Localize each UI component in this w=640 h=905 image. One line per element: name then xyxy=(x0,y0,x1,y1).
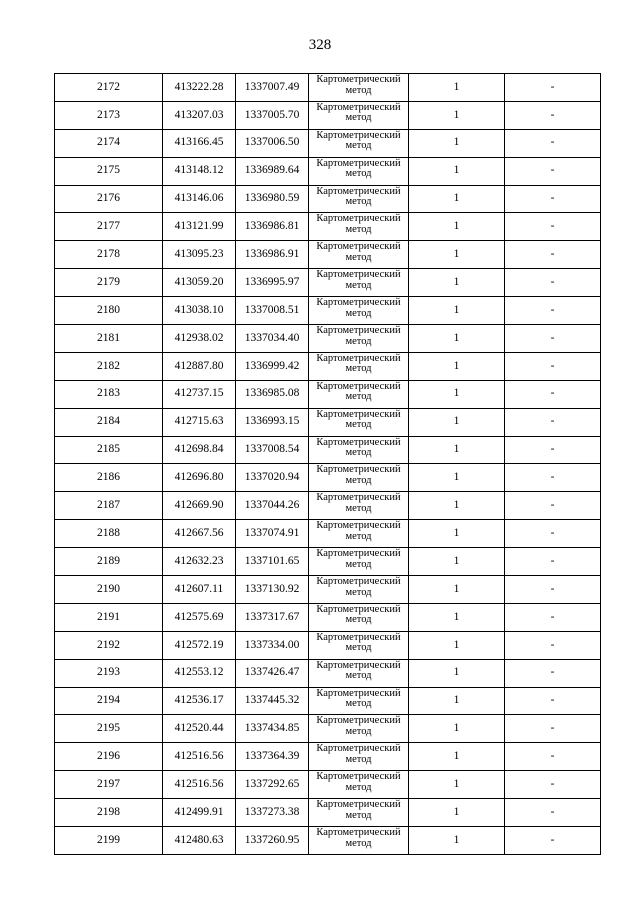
table-row xyxy=(55,185,601,213)
table-row xyxy=(55,464,601,492)
accuracy-cell: 1 xyxy=(409,827,505,855)
method-cell: Картометрический метод xyxy=(309,771,409,799)
y-coordinate-cell: 1337260.95 xyxy=(236,827,309,855)
method-cell: Картометрический метод xyxy=(309,603,409,631)
table-row xyxy=(55,269,601,297)
point-number-cell: 2172 xyxy=(55,74,163,102)
method-cell: Картометрический метод xyxy=(309,827,409,855)
x-coordinate-cell: 413095.23 xyxy=(163,241,236,269)
note-cell: - xyxy=(505,408,601,436)
y-coordinate-cell: 1337007.49 xyxy=(236,74,309,102)
point-number-cell: 2194 xyxy=(55,687,163,715)
point-number-cell: 2177 xyxy=(55,213,163,241)
accuracy-cell: 1 xyxy=(409,352,505,380)
x-coordinate-cell: 412938.02 xyxy=(163,325,236,353)
accuracy-cell: 1 xyxy=(409,157,505,185)
point-number-cell: 2183 xyxy=(55,380,163,408)
point-number-cell: 2198 xyxy=(55,799,163,827)
table-row xyxy=(55,129,601,157)
table-row xyxy=(55,157,601,185)
point-number-cell: 2196 xyxy=(55,743,163,771)
y-coordinate-cell: 1336985.08 xyxy=(236,380,309,408)
x-coordinate-cell: 413222.28 xyxy=(163,74,236,102)
method-cell: Картометрический метод xyxy=(309,492,409,520)
method-cell: Картометрический метод xyxy=(309,436,409,464)
note-cell: - xyxy=(505,325,601,353)
note-cell: - xyxy=(505,520,601,548)
note-cell: - xyxy=(505,464,601,492)
x-coordinate-cell: 413166.45 xyxy=(163,129,236,157)
point-number-cell: 2197 xyxy=(55,771,163,799)
method-cell: Картометрический метод xyxy=(309,325,409,353)
y-coordinate-cell: 1337273.38 xyxy=(236,799,309,827)
point-number-cell: 2173 xyxy=(55,101,163,129)
x-coordinate-cell: 413059.20 xyxy=(163,269,236,297)
note-cell: - xyxy=(505,297,601,325)
note-cell: - xyxy=(505,715,601,743)
x-coordinate-cell: 412696.80 xyxy=(163,464,236,492)
x-coordinate-cell: 412499.91 xyxy=(163,799,236,827)
method-cell: Картометрический метод xyxy=(309,129,409,157)
x-coordinate-cell: 412553.12 xyxy=(163,659,236,687)
table-row xyxy=(55,827,601,855)
x-coordinate-cell: 412520.44 xyxy=(163,715,236,743)
table-row xyxy=(55,631,601,659)
x-coordinate-cell: 412516.56 xyxy=(163,743,236,771)
table-row xyxy=(55,576,601,604)
y-coordinate-cell: 1337434.85 xyxy=(236,715,309,743)
accuracy-cell: 1 xyxy=(409,297,505,325)
point-number-cell: 2187 xyxy=(55,492,163,520)
accuracy-cell: 1 xyxy=(409,492,505,520)
y-coordinate-cell: 1336986.91 xyxy=(236,241,309,269)
note-cell: - xyxy=(505,659,601,687)
note-cell: - xyxy=(505,241,601,269)
method-cell: Картометрический метод xyxy=(309,241,409,269)
point-number-cell: 2185 xyxy=(55,436,163,464)
point-number-cell: 2178 xyxy=(55,241,163,269)
point-number-cell: 2199 xyxy=(55,827,163,855)
x-coordinate-cell: 413146.06 xyxy=(163,185,236,213)
accuracy-cell: 1 xyxy=(409,269,505,297)
y-coordinate-cell: 1337020.94 xyxy=(236,464,309,492)
note-cell: - xyxy=(505,436,601,464)
page-number: 328 xyxy=(308,37,332,53)
table-row xyxy=(55,743,601,771)
table-row xyxy=(55,101,601,129)
note-cell: - xyxy=(505,352,601,380)
table-row xyxy=(55,241,601,269)
accuracy-cell: 1 xyxy=(409,241,505,269)
note-cell: - xyxy=(505,185,601,213)
point-number-cell: 2193 xyxy=(55,659,163,687)
note-cell: - xyxy=(505,492,601,520)
y-coordinate-cell: 1336989.64 xyxy=(236,157,309,185)
method-cell: Картометрический метод xyxy=(309,74,409,102)
table-row xyxy=(55,325,601,353)
accuracy-cell: 1 xyxy=(409,464,505,492)
point-number-cell: 2174 xyxy=(55,129,163,157)
method-cell: Картометрический метод xyxy=(309,659,409,687)
point-number-cell: 2179 xyxy=(55,269,163,297)
method-cell: Картометрический метод xyxy=(309,743,409,771)
point-number-cell: 2181 xyxy=(55,325,163,353)
coordinates-table-body xyxy=(55,74,601,855)
accuracy-cell: 1 xyxy=(409,129,505,157)
table-row xyxy=(55,548,601,576)
point-number-cell: 2189 xyxy=(55,548,163,576)
x-coordinate-cell: 412607.11 xyxy=(163,576,236,604)
method-cell: Картометрический метод xyxy=(309,799,409,827)
x-coordinate-cell: 412572.19 xyxy=(163,631,236,659)
x-coordinate-cell: 412575.69 xyxy=(163,603,236,631)
method-cell: Картометрический метод xyxy=(309,185,409,213)
note-cell: - xyxy=(505,687,601,715)
y-coordinate-cell: 1337317.67 xyxy=(236,603,309,631)
accuracy-cell: 1 xyxy=(409,408,505,436)
accuracy-cell: 1 xyxy=(409,743,505,771)
y-coordinate-cell: 1337364.39 xyxy=(236,743,309,771)
method-cell: Картометрический метод xyxy=(309,576,409,604)
point-number-cell: 2180 xyxy=(55,297,163,325)
y-coordinate-cell: 1337445.32 xyxy=(236,687,309,715)
y-coordinate-cell: 1336999.42 xyxy=(236,352,309,380)
method-cell: Картометрический метод xyxy=(309,687,409,715)
y-coordinate-cell: 1336995.97 xyxy=(236,269,309,297)
table-row xyxy=(55,436,601,464)
table-row xyxy=(55,492,601,520)
y-coordinate-cell: 1337006.50 xyxy=(236,129,309,157)
point-number-cell: 2186 xyxy=(55,464,163,492)
y-coordinate-cell: 1337292.65 xyxy=(236,771,309,799)
y-coordinate-cell: 1337074.91 xyxy=(236,520,309,548)
accuracy-cell: 1 xyxy=(409,185,505,213)
note-cell: - xyxy=(505,576,601,604)
y-coordinate-cell: 1337044.26 xyxy=(236,492,309,520)
x-coordinate-cell: 413207.03 xyxy=(163,101,236,129)
x-coordinate-cell: 412698.84 xyxy=(163,436,236,464)
method-cell: Картометрический метод xyxy=(309,352,409,380)
accuracy-cell: 1 xyxy=(409,101,505,129)
table-row xyxy=(55,603,601,631)
note-cell: - xyxy=(505,213,601,241)
accuracy-cell: 1 xyxy=(409,325,505,353)
x-coordinate-cell: 413148.12 xyxy=(163,157,236,185)
y-coordinate-cell: 1337101.65 xyxy=(236,548,309,576)
note-cell: - xyxy=(505,631,601,659)
point-number-cell: 2184 xyxy=(55,408,163,436)
note-cell: - xyxy=(505,827,601,855)
method-cell: Картометрический метод xyxy=(309,548,409,576)
y-coordinate-cell: 1337426.47 xyxy=(236,659,309,687)
table-row xyxy=(55,408,601,436)
accuracy-cell: 1 xyxy=(409,715,505,743)
method-cell: Картометрический метод xyxy=(309,408,409,436)
table-row xyxy=(55,297,601,325)
table-row xyxy=(55,659,601,687)
y-coordinate-cell: 1337008.54 xyxy=(236,436,309,464)
y-coordinate-cell: 1336980.59 xyxy=(236,185,309,213)
note-cell: - xyxy=(505,799,601,827)
note-cell: - xyxy=(505,380,601,408)
method-cell: Картометрический метод xyxy=(309,715,409,743)
x-coordinate-cell: 412536.17 xyxy=(163,687,236,715)
x-coordinate-cell: 412887.80 xyxy=(163,352,236,380)
table-row xyxy=(55,687,601,715)
accuracy-cell: 1 xyxy=(409,548,505,576)
note-cell: - xyxy=(505,101,601,129)
method-cell: Картометрический метод xyxy=(309,157,409,185)
coordinates-table xyxy=(54,73,601,855)
table-row xyxy=(55,74,601,102)
accuracy-cell: 1 xyxy=(409,687,505,715)
x-coordinate-cell: 412516.56 xyxy=(163,771,236,799)
x-coordinate-cell: 412480.63 xyxy=(163,827,236,855)
accuracy-cell: 1 xyxy=(409,520,505,548)
method-cell: Картометрический метод xyxy=(309,101,409,129)
method-cell: Картометрический метод xyxy=(309,631,409,659)
point-number-cell: 2195 xyxy=(55,715,163,743)
table-row xyxy=(55,213,601,241)
method-cell: Картометрический метод xyxy=(309,464,409,492)
x-coordinate-cell: 412669.90 xyxy=(163,492,236,520)
point-number-cell: 2190 xyxy=(55,576,163,604)
x-coordinate-cell: 413038.10 xyxy=(163,297,236,325)
accuracy-cell: 1 xyxy=(409,213,505,241)
x-coordinate-cell: 412667.56 xyxy=(163,520,236,548)
y-coordinate-cell: 1337008.51 xyxy=(236,297,309,325)
y-coordinate-cell: 1337034.40 xyxy=(236,325,309,353)
accuracy-cell: 1 xyxy=(409,771,505,799)
table-row xyxy=(55,715,601,743)
note-cell: - xyxy=(505,129,601,157)
method-cell: Картометрический метод xyxy=(309,380,409,408)
note-cell: - xyxy=(505,743,601,771)
accuracy-cell: 1 xyxy=(409,74,505,102)
table-row xyxy=(55,352,601,380)
note-cell: - xyxy=(505,269,601,297)
accuracy-cell: 1 xyxy=(409,380,505,408)
method-cell: Картометрический метод xyxy=(309,520,409,548)
y-coordinate-cell: 1337334.00 xyxy=(236,631,309,659)
accuracy-cell: 1 xyxy=(409,436,505,464)
accuracy-cell: 1 xyxy=(409,659,505,687)
note-cell: - xyxy=(505,548,601,576)
y-coordinate-cell: 1336993.15 xyxy=(236,408,309,436)
table-row xyxy=(55,520,601,548)
table-row xyxy=(55,771,601,799)
note-cell: - xyxy=(505,603,601,631)
method-cell: Картометрический метод xyxy=(309,269,409,297)
table-row xyxy=(55,799,601,827)
point-number-cell: 2192 xyxy=(55,631,163,659)
accuracy-cell: 1 xyxy=(409,631,505,659)
x-coordinate-cell: 412715.63 xyxy=(163,408,236,436)
y-coordinate-cell: 1337005.70 xyxy=(236,101,309,129)
x-coordinate-cell: 412632.23 xyxy=(163,548,236,576)
note-cell: - xyxy=(505,771,601,799)
x-coordinate-cell: 413121.99 xyxy=(163,213,236,241)
table-row xyxy=(55,380,601,408)
note-cell: - xyxy=(505,74,601,102)
y-coordinate-cell: 1337130.92 xyxy=(236,576,309,604)
accuracy-cell: 1 xyxy=(409,576,505,604)
note-cell: - xyxy=(505,157,601,185)
point-number-cell: 2191 xyxy=(55,603,163,631)
point-number-cell: 2182 xyxy=(55,352,163,380)
method-cell: Картометрический метод xyxy=(309,297,409,325)
accuracy-cell: 1 xyxy=(409,799,505,827)
point-number-cell: 2176 xyxy=(55,185,163,213)
accuracy-cell: 1 xyxy=(409,603,505,631)
point-number-cell: 2175 xyxy=(55,157,163,185)
method-cell: Картометрический метод xyxy=(309,213,409,241)
x-coordinate-cell: 412737.15 xyxy=(163,380,236,408)
point-number-cell: 2188 xyxy=(55,520,163,548)
y-coordinate-cell: 1336986.81 xyxy=(236,213,309,241)
